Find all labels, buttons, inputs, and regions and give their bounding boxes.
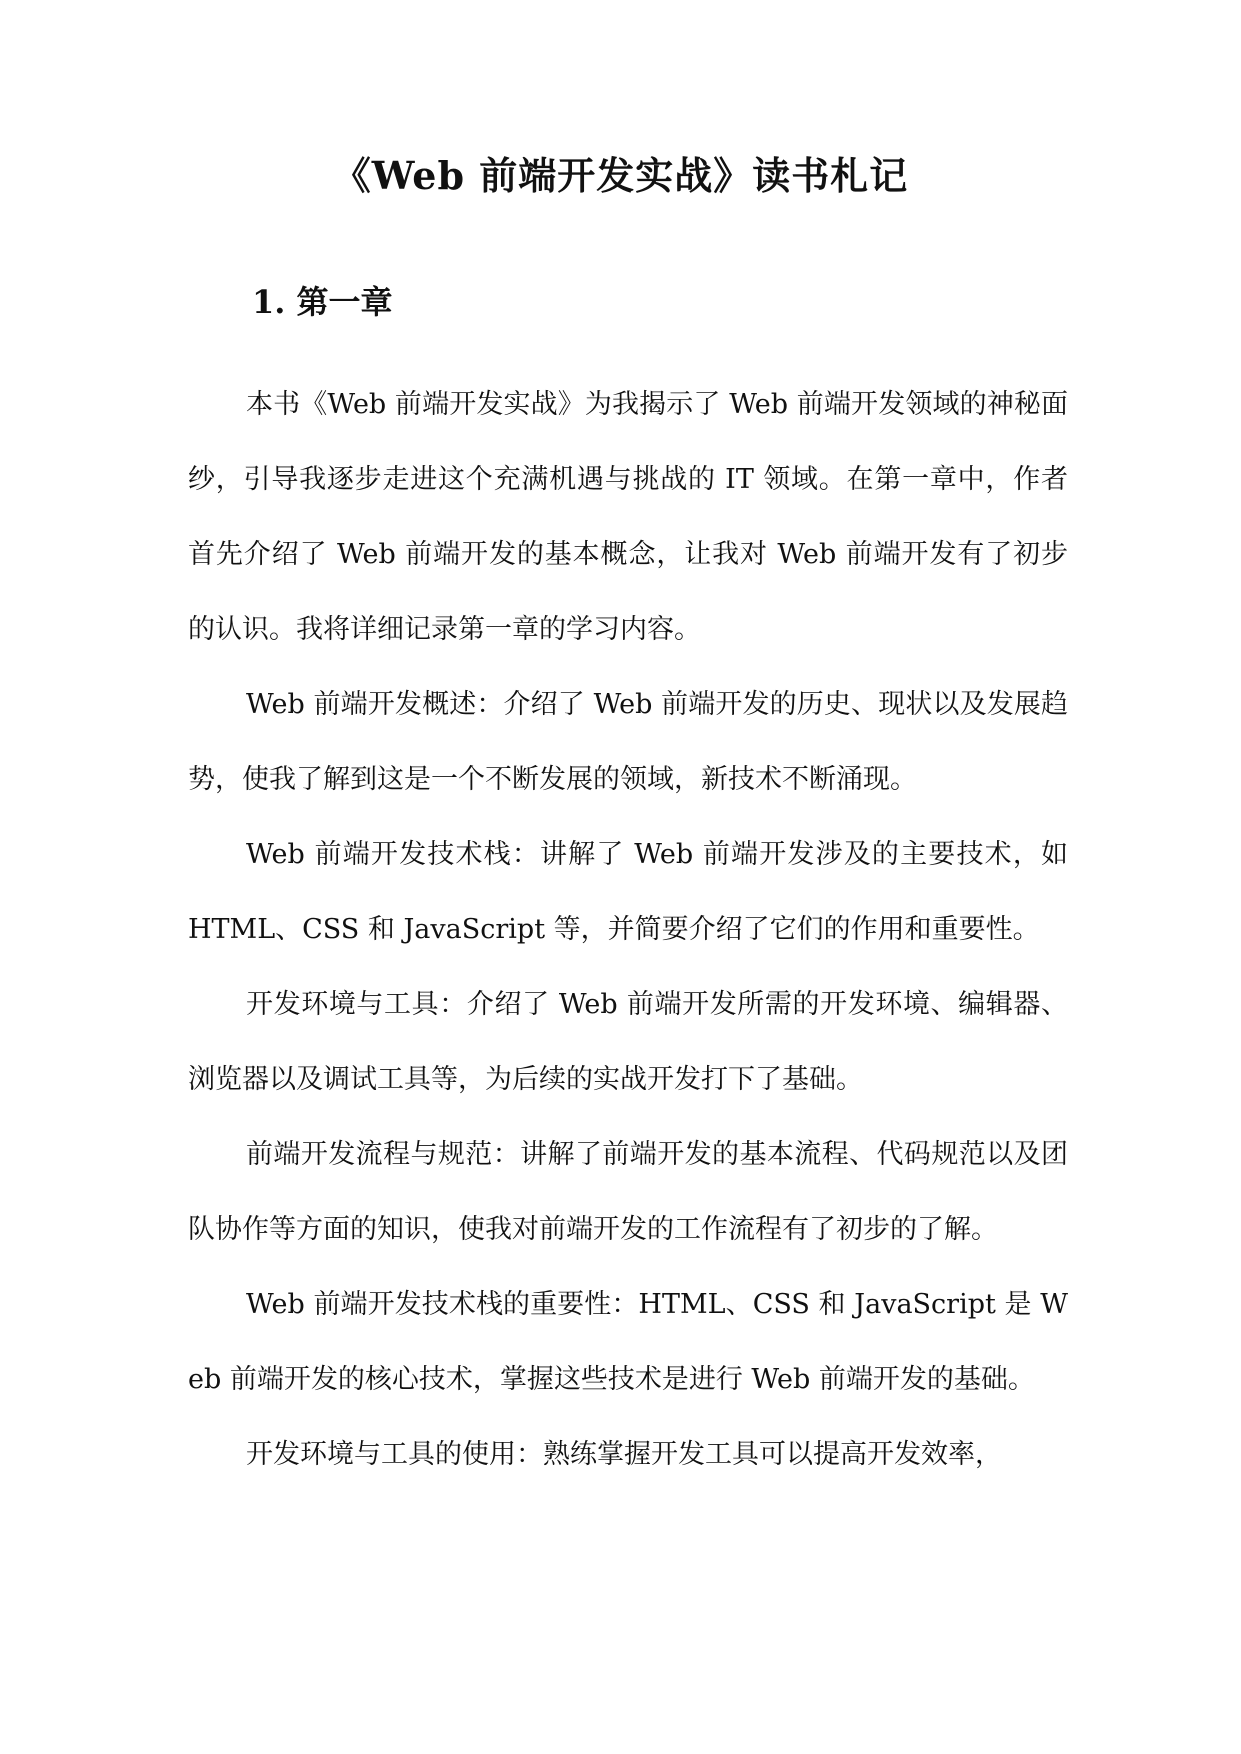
paragraph: 前端开发流程与规范：讲解了前端开发的基本流程、代码规范以及团队协作等方面的知识，使我对前端开发的工作流程有了初步的了解。	[188, 1139, 1068, 1245]
document-title: 《Web 前端开发实战》读书札记	[332, 153, 909, 198]
paragraph: 开发环境与工具：介绍了 Web 前端开发所需的开发环境、编辑器、浏览器以及调试工具等，为后续的实战开发打下了基础。	[188, 989, 1068, 1095]
paragraph: Web 前端开发概述：介绍了 Web 前端开发的历史、现状以及发展趋势，使我了解到这是一个不断发展的领域，新技术不断涌现。	[188, 689, 1068, 795]
paragraph: 开发环境与工具的使用：熟练掌握开发工具可以提高开发效率，	[246, 1439, 1002, 1470]
paragraph: Web 前端开发技术栈的重要性：HTML、CSS 和 JavaScript 是 Web 前端开发的核心技术，掌握这些技术是进行 Web 前端开发的基础。	[188, 1289, 1068, 1395]
paragraph: 本书《Web 前端开发实战》为我揭示了 Web 前端开发领域的神秘面纱，引导我逐步走进这个充满机遇与挑战的 IT 领域。在第一章中，作者首先介绍了 Web 前端开发的基本概念，让我对 Web 前端开发有了初步的认识。我将详细记录第一章的学习内容。	[188, 389, 1068, 645]
paragraph: Web 前端开发技术栈：讲解了 Web 前端开发涉及的主要技术，如 HTML、CSS 和 JavaScript 等，并简要介绍了它们的作用和重要性。	[188, 839, 1068, 945]
chapter-heading: 1. 第一章	[252, 283, 393, 321]
body-text	[188, 367, 1068, 1492]
